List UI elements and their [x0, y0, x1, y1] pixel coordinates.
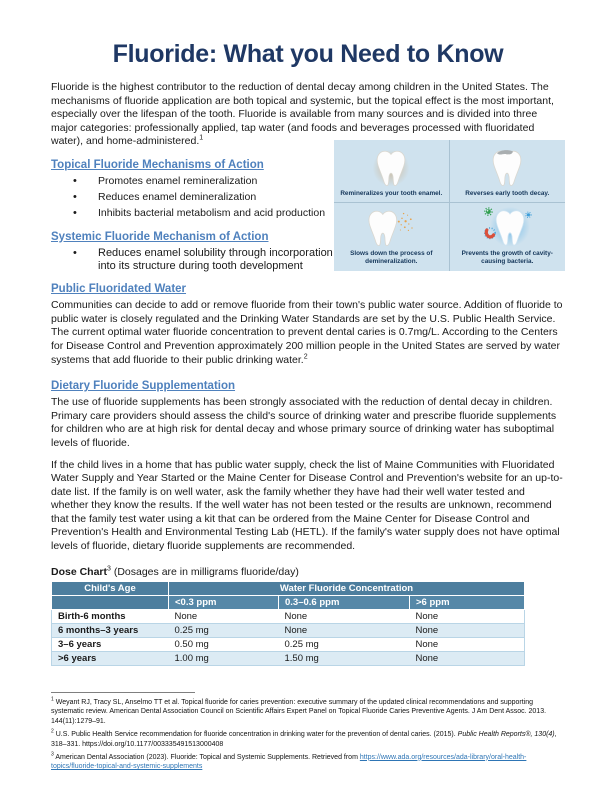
table-row [52, 637, 525, 651]
mechanisms-and-infographic-row [51, 149, 565, 277]
dose-chart-label-bold: Dose Chart [51, 565, 108, 578]
footnote-3 [51, 753, 565, 772]
dose-cell: 0.25 mg [169, 623, 279, 637]
age-cell: 3–6 years [52, 637, 169, 651]
quadrant-remineralizes [334, 140, 449, 203]
footnote-ref-1: 1 [199, 134, 204, 142]
table-row [52, 623, 525, 637]
column-header-low-ppm: <0.3 ppm [169, 595, 279, 609]
tooth-particles-icon [341, 208, 441, 248]
heading-systemic-fluoride: Systemic Fluoride Mechanism of Action [51, 230, 269, 243]
green-germ-icon [485, 208, 492, 215]
footnote-text: American Dental Association (2023). Fluoride: Topical and Systemic Supplements. Retrieved from [53, 753, 360, 761]
dose-chart-label [51, 566, 565, 578]
column-header-spacer [52, 595, 169, 609]
footnote-text: Weyant RJ, Tracy SL, Anselmo TT et al. Topical fluoride for caries prevention: executive summary of the updated clinical recommendations and supporting systematic review. American Dental Association Council on Scientific Affairs Expert Panel on Topical Fluoride Caries Preventive Agents. J Am Dent Assoc. 2013. 144(11):1279–91. [51, 698, 547, 725]
ada-supplements-link[interactable]: https://www.ada.org/resources/ada-library/oral-health-topics/fluoride-topical-and-systemic-supplements [51, 753, 527, 771]
tooth-decay-icon [459, 148, 555, 188]
dose-cell: None [169, 609, 279, 623]
quadrant-slows-demineralization [334, 203, 449, 271]
table-row [52, 651, 525, 665]
table-row [52, 609, 525, 623]
quadrant-caption: Remineralizes your tooth enamel. [340, 189, 443, 197]
fluoride-benefits-infographic [334, 140, 565, 271]
dose-cell: None [279, 609, 410, 623]
quadrant-prevents-bacteria [450, 203, 565, 271]
heading-dietary-supplementation: Dietary Fluoride Supplementation [51, 380, 236, 393]
footnote-text: , 318–331. https://doi.org/10.1177/003335491513000408 [51, 730, 557, 748]
list-item: • Inhibits bacterial metabolism and acid production [51, 207, 334, 220]
topical-bullet-list [51, 175, 334, 221]
quadrant-caption: Reverses early tooth decay. [465, 189, 550, 197]
dose-chart-table [51, 581, 525, 666]
footnote-2 [51, 730, 565, 749]
footnote-ref-3: 3 [107, 565, 111, 573]
footnote-number: 1 [51, 696, 54, 703]
footnote-separator [51, 692, 195, 693]
public-water-text: Communities can decide to add or remove fluoride from their town's public water source. Addition of fluoride to public water is closely regulated and the Drinking Water Standards are set by the U.S. Public Health Service. The current optimal water fluoride concentration to prevent dental caries is 0.7mg/L. According to the Centers for Disease Control and Prevention approximately 200 million people in the United States are served by water systems that add fluoride to their public drinking water. [51, 299, 563, 366]
mechanisms-column [51, 149, 334, 277]
dose-cell: None [410, 637, 525, 651]
dose-cell: None [410, 651, 525, 665]
footnote-number: 3 [51, 751, 54, 758]
column-header-childs-age: Child's Age [52, 581, 169, 595]
dose-cell: 1.50 mg [279, 651, 410, 665]
column-header-mid-ppm: 0.3–0.6 ppm [279, 595, 410, 609]
footnote-ref-2: 2 [303, 353, 308, 361]
dietary-paragraph-1: The use of fluoride supplements has been strongly associated with the reduction of dental decay in children. Primary care providers should assess the child's source of drinking water and prescribe fluoride supplements for children who are at high risk for dental decay and whose primary source of drinking water has suboptimal levels of fluoride. [51, 396, 557, 449]
dose-cell: None [410, 609, 525, 623]
dose-cell: None [410, 623, 525, 637]
heading-public-fluoridated-water: Public Fluoridated Water [51, 283, 187, 296]
systemic-bullet-list [51, 247, 334, 275]
age-cell: 6 months–3 years [52, 623, 169, 637]
quadrant-caption: Slows down the process of demineralization. [350, 250, 433, 266]
intro-text: Fluoride is the highest contributor to the reduction of dental decay among children in the United States. The mechanisms of fluoride application are both topical and systemic, but the topical effect is the most important, especially over the lifespan of the tooth. Fluoride is available from many sources and is divided into three major categories: professionally applied, tap water (and foods and beverages processed with fluoridated water), and home-administered. [51, 81, 554, 148]
intro-paragraph [51, 81, 565, 149]
tooth-bacteria-icon [457, 206, 557, 248]
column-group-header-water-fluoride: Water Fluoride Concentration [169, 581, 525, 595]
footnote-text: U.S. Public Health Service recommendation for fluoride concentration in drinking water for the prevention of dental caries. (2015). [53, 730, 458, 738]
heading-topical-fluoride: Topical Fluoride Mechanisms of Action [51, 158, 264, 171]
page-title: Fluoride: What you Need to Know [112, 40, 504, 68]
public-water-paragraph [51, 299, 565, 367]
column-header-high-ppm: >6 ppm [410, 595, 525, 609]
dose-cell: 0.50 mg [169, 637, 279, 651]
dose-cell: 0.25 mg [279, 637, 410, 651]
dose-cell: None [279, 623, 410, 637]
tooth-glow-icon [343, 148, 439, 188]
quadrant-reverses-decay [450, 140, 565, 203]
quadrant-caption: Prevents the growth of cavity-causing bacteria. [461, 250, 553, 266]
footnote-1 [51, 698, 565, 727]
list-item: • Promotes enamel remineralization [51, 175, 334, 188]
dose-cell: 1.00 mg [169, 651, 279, 665]
footnote-number: 2 [51, 728, 54, 735]
list-item: • Reduces enamel solubility through incorporation into its structure during tooth development [51, 247, 334, 275]
dose-chart-label-rest: (Dosages are in milligrams fluoride/day) [110, 565, 299, 578]
age-cell: Birth-6 months [52, 609, 169, 623]
age-cell: >6 years [52, 651, 169, 665]
footnote-journal-title: Public Health Reports®, 130(4) [457, 730, 555, 738]
list-item: • Reduces enamel demineralization [51, 191, 334, 204]
dietary-paragraph-2: If the child lives in a home that has public water supply, check the list of Maine Communities with Fluoridated Water Supply and Year Started or the Maine Center for Disease Control and Prevention's website for an up-to-date list. If the family is on well water, ask the family whether they have had their well water tested and whether they know the results. If the well water has not been tested or the results are unknown, recommend that the family test water using a kit that can be ordered from the Maine Center for Disease Control and Prevention's Health and Environmental Testing Lab (HETL). If the family's water supply does not have optimal levels of fluoride, dietary fluoride supplements are recommended. [51, 458, 563, 553]
